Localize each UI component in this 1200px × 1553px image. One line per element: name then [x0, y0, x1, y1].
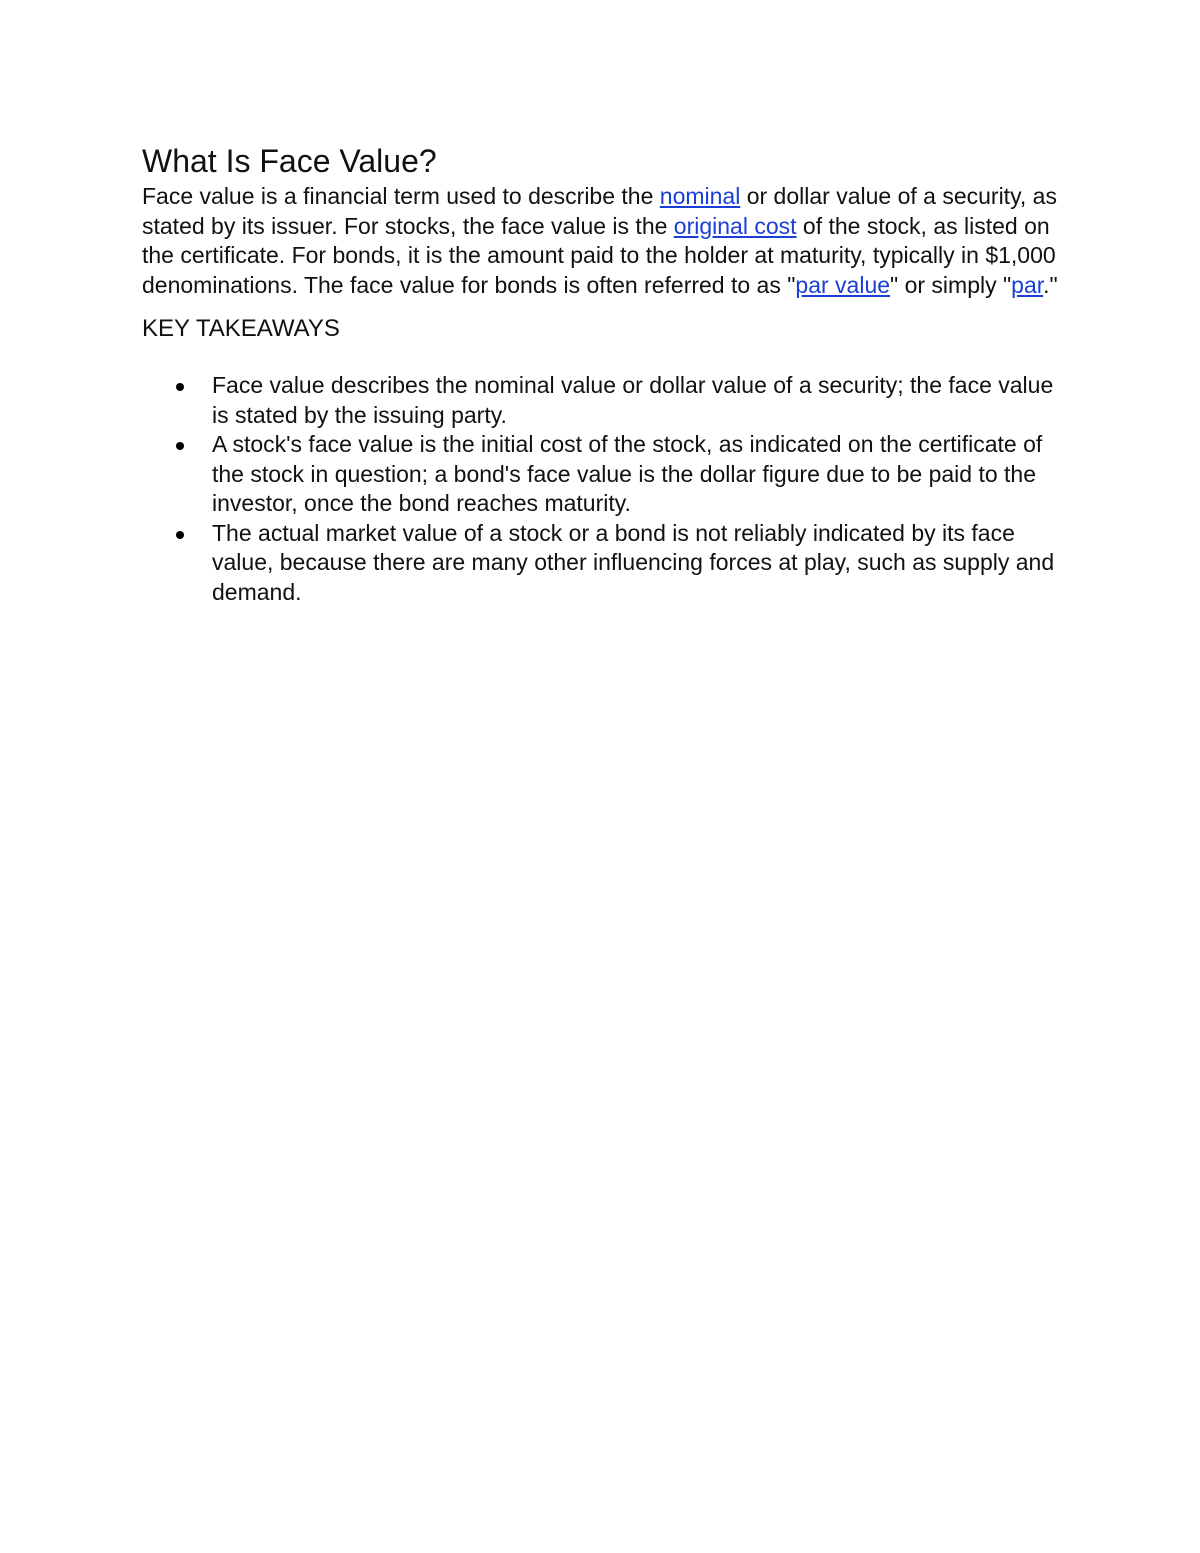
link-par-value[interactable]: par value — [795, 271, 891, 298]
intro-paragraph — [142, 182, 1062, 300]
list-item — [212, 519, 1062, 608]
intro-text-5: ." — [1043, 271, 1058, 298]
list-item — [212, 430, 1062, 519]
link-par[interactable]: par — [1011, 271, 1044, 298]
key-takeaways-list — [142, 371, 1062, 607]
list-item-text: The actual market value of a stock or a bond is not reliably indicated by its face value, because there are many other influencing forces at play, such as supply and demand. — [212, 519, 1055, 605]
document-content — [142, 140, 1062, 607]
list-item-text: A stock's face value is the initial cost of the stock, as indicated on the certificate of the stock in question; a bond's face value is the dollar figure due to be paid to the investor, once the bond reaches maturity. — [212, 431, 1043, 516]
intro-text-1: Face value is a financial term used to describe the — [142, 183, 660, 209]
intro-text-3: of the stock, as listed on the certificate. For bonds, it is the amount paid to the holder at maturity, typically in $1,000 denominations. The face value for bonds is often referred to as " — [142, 212, 1056, 298]
page-title: What Is Face Value? — [142, 143, 437, 179]
link-original-cost[interactable]: original cost — [673, 212, 797, 239]
list-item — [212, 371, 1062, 430]
intro-text-2: or dollar value of a security, as stated by its issuer. For stocks, the face value is the — [142, 183, 1057, 239]
link-nominal[interactable]: nominal — [659, 183, 741, 209]
intro-text-4: " or simply " — [890, 271, 1012, 298]
bullet-icon — [176, 383, 184, 391]
key-takeaways-heading: KEY TAKEAWAYS — [142, 315, 340, 342]
bullet-icon — [176, 531, 184, 539]
bullet-icon — [176, 442, 184, 450]
list-item-text: Face value describes the nominal value or dollar value of a security; the face value is stated by the issuing party. — [212, 372, 1054, 428]
